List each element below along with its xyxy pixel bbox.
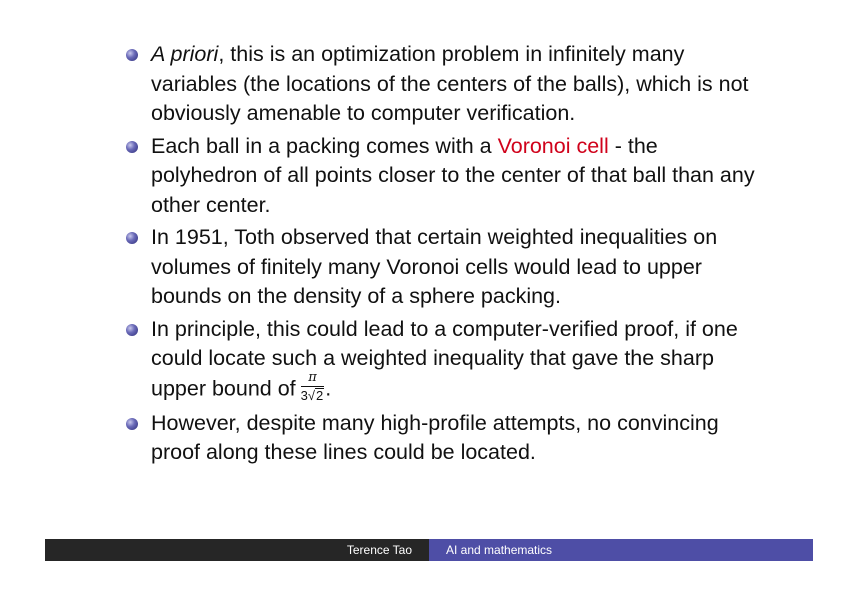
bullet-item <box>126 409 766 468</box>
footer-author: Terence Tao <box>45 539 429 561</box>
bullet-icon <box>126 49 138 61</box>
sqrt-sign: √ <box>307 387 316 403</box>
bullet-italic-lead: A priori <box>151 42 219 66</box>
bullet-text: Each ball in a packing comes with a <box>151 133 498 158</box>
radicand: 2 <box>316 387 324 403</box>
bullet-icon <box>126 418 138 430</box>
bullet-item <box>126 40 766 129</box>
bullet-text: However, despite many high-profile attempts, no convincing proof along these lines could be located. <box>151 410 719 464</box>
math-fraction <box>301 371 325 403</box>
slide-body <box>126 40 766 471</box>
bullet-icon <box>126 232 138 244</box>
fraction-denominator <box>301 387 325 403</box>
bullet-item <box>126 132 766 221</box>
denominator-coefficient: 3 <box>300 387 308 403</box>
bullet-item <box>126 223 766 312</box>
bullet-icon <box>126 324 138 336</box>
bullet-text: - the polyhedron of all points closer to the center of that ball than any other center. <box>151 133 755 217</box>
bullet-icon <box>126 141 138 153</box>
bullet-text: , this is an optimization problem in infinitely many variables (the locations of the centers of the balls), which is not obviously amenable to computer verification. <box>151 42 749 125</box>
bullet-text: In 1951, Toth observed that certain weighted inequalities on volumes of finitely many Voronoi cells would lead to upper bounds on the density of a sphere packing. <box>151 225 718 308</box>
fraction-numerator: π <box>301 371 325 387</box>
bullet-item <box>126 315 766 406</box>
footer-bar <box>45 539 813 561</box>
footer-title: AI and mathematics <box>429 539 813 561</box>
highlighted-term: Voronoi cell <box>497 133 609 158</box>
bullet-text: . <box>325 376 332 401</box>
bullet-text: In principle, this could lead to a computer-verified proof, if one could locate such a weighted inequality that gave the sharp upper bound of <box>151 316 738 401</box>
